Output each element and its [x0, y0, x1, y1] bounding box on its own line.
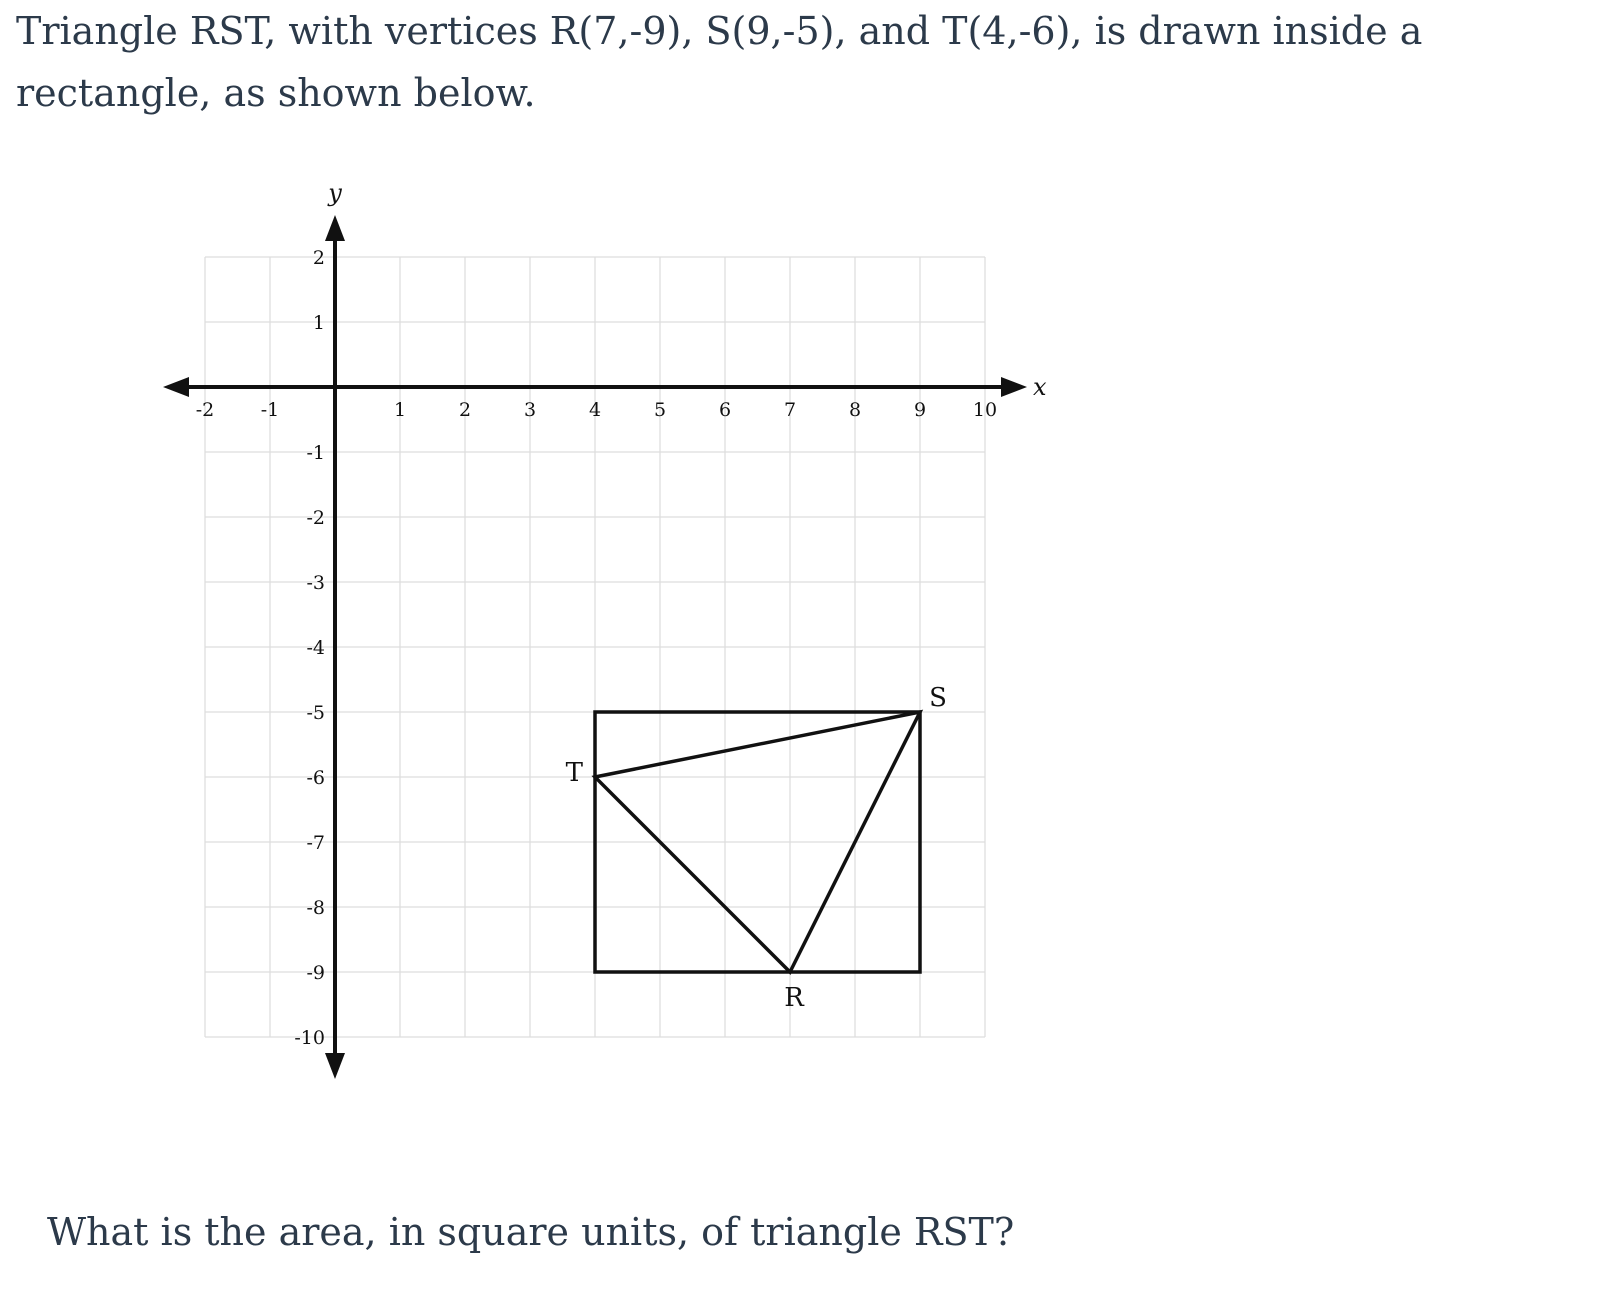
y-tick-label: 1: [312, 312, 325, 334]
x-axis-left-arrow-icon: [163, 377, 189, 397]
problem-intro-text: Triangle RST, with vertices R(7,-9), S(9,-5), and T(4,-6), is drawn inside a rectangle, as shown below.: [16, 9, 1423, 115]
x-tick-label: 8: [848, 399, 862, 421]
y-axis-up-arrow-icon: [325, 215, 345, 241]
x-tick-label: 1: [393, 399, 407, 421]
question-text: What is the area, in square units, of triangle RST?: [47, 1210, 1015, 1254]
x-tick-label: -2: [195, 399, 215, 421]
y-tick-label: -9: [306, 962, 325, 984]
y-tick-label: -8: [306, 897, 325, 919]
y-tick-label: -1: [306, 442, 325, 464]
vertex-label-r: R: [784, 983, 804, 1013]
x-tick-label: 9: [913, 399, 927, 421]
y-tick-label: -2: [306, 507, 325, 529]
x-axis-right-arrow-icon: [1001, 377, 1027, 397]
y-tick-label: 2: [312, 247, 325, 269]
x-tick-label: 7: [783, 399, 797, 421]
x-tick-label: 2: [458, 399, 472, 421]
y-tick-label: -10: [294, 1027, 325, 1049]
vertex-label-s: S: [929, 683, 947, 713]
axes: [163, 179, 1047, 1079]
y-tick-label: -4: [306, 637, 325, 659]
y-tick-label: -7: [306, 832, 325, 854]
x-tick-label: 6: [718, 399, 732, 421]
vertex-label-t: T: [565, 758, 583, 788]
y-tick-label: -3: [306, 572, 325, 594]
x-tick-label: 3: [523, 399, 537, 421]
x-tick-label: -1: [260, 399, 280, 421]
y-axis-name: y: [328, 179, 342, 207]
y-axis-down-arrow-icon: [325, 1053, 345, 1079]
x-axis-name: x: [1033, 373, 1047, 401]
y-tick-label: -6: [306, 767, 325, 789]
x-tick-label: 10: [972, 399, 998, 421]
x-tick-label: 5: [653, 399, 667, 421]
x-tick-label: 4: [588, 399, 602, 421]
y-tick-label: -5: [306, 702, 325, 724]
vertex-labels: [566, 683, 947, 1013]
